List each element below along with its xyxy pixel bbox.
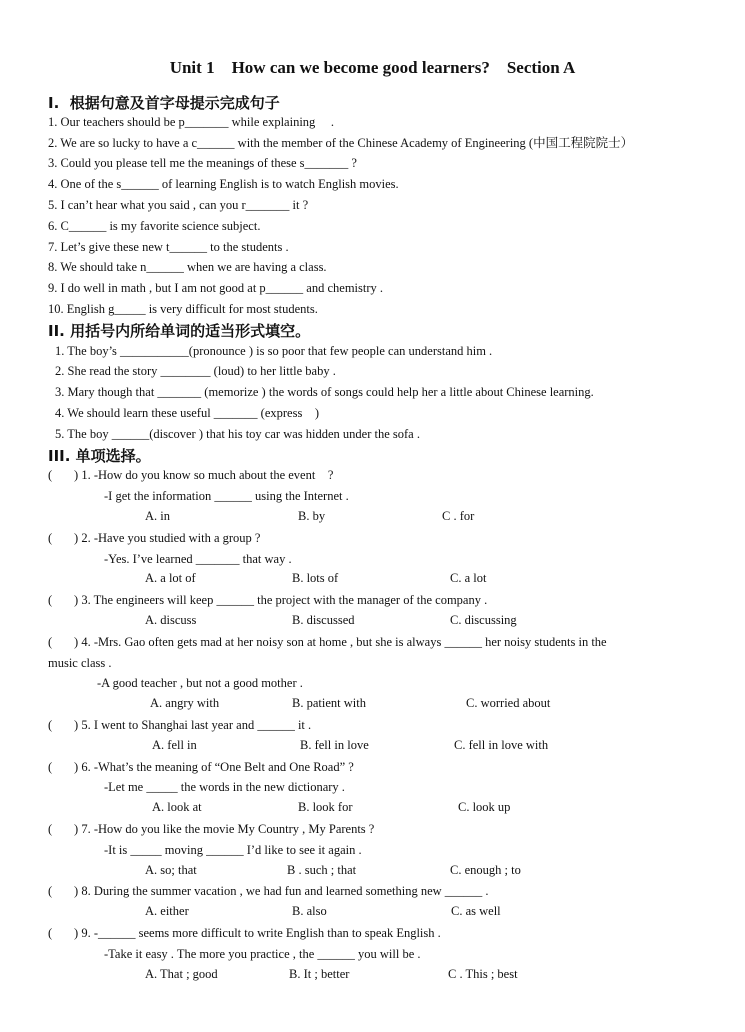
list-item: 6. C______ is my favorite science subject. [48,219,261,233]
question-8: ( ) 8. During the summer vacation , we had fun and learned something new ______ . [48,884,489,898]
q4-option-a: A. angry with [150,696,220,710]
q3-option-b: B. discussed [292,613,355,627]
q3-option-a: A. discuss [145,613,197,627]
question-7-answer: -It is _____ moving ______ I’d like to see it again . [104,843,362,857]
list-item: 4. We should learn these useful _______ (express ) [55,406,319,420]
q3-option-c: C. discussing [450,613,517,627]
q9-option-b: B. It ; better [289,967,350,981]
list-item: 1. Our teachers should be p_______ while explaining . [48,115,335,129]
question-6-answer: -Let me _____ the words in the new dictionary . [104,780,345,794]
question-5: ( ) 5. I went to Shanghai last year and ______ it . [48,718,312,732]
q5-option-b: B. fell in love [300,738,369,752]
q9-option-c: C . This ; best [448,967,518,981]
question-2: ( ) 2. -Have you studied with a group ? [48,531,261,545]
question-3: ( ) 3. The engineers will keep ______ the project with the manager of the company . [48,593,488,607]
q4-option-c: C. worried about [466,696,551,710]
list-item: 4. One of the s______ of learning English is to watch English movies. [48,177,399,191]
question-1-answer: -I get the information ______ using the Internet . [104,489,349,503]
question-1: ( ) 1. -How do you know so much about the event ? [48,468,334,482]
list-item: 5. I can’t hear what you said , can you r_______ it ? [48,198,309,212]
question-4: ( ) 4. -Mrs. Gao often gets mad at her noisy son at home , but she is always ______ her noisy students in the [48,635,607,649]
q6-option-b: B. look for [298,800,353,814]
question-9: ( ) 9. -______ seems more difficult to write English than to speak English . [48,926,441,940]
list-item: 3. Mary though that _______ (memorize ) the words of songs could help her a little about Chinese learning. [55,385,594,399]
page-title: Unit 1 How can we become good learners? Section A [169,58,576,77]
list-item: 1. The boy’s ___________(pronounce ) is so poor that few people can understand him . [55,344,493,358]
q5-option-c: C. fell in love with [454,738,549,752]
question-4-continued: music class . [48,656,112,670]
list-item: 2. We are so lucky to have a c______ with the member of the Chinese Academy of Engineering (中国工程院院士） [48,136,634,150]
q7-option-c: C. enough ; to [450,863,521,877]
list-item: 9. I do well in math , but I am not good at p______ and chemistry . [48,281,384,295]
list-item: 8. We should take n______ when we are having a class. [48,260,327,274]
list-item: 10. English g_____ is very difficult for most students. [48,302,318,316]
q8-option-a: A. either [145,904,189,918]
question-4-answer: -A good teacher , but not a good mother . [97,676,303,690]
list-item: 3. Could you please tell me the meanings of these s_______ ? [48,156,357,170]
q1-option-a: A. in [145,509,170,523]
q8-option-c: C. as well [451,904,501,918]
q2-option-a: A. a lot of [145,571,196,585]
q7-option-a: A. so; that [145,863,197,877]
q4-option-b: B. patient with [292,696,366,710]
q6-option-c: C. look up [458,800,511,814]
q1-option-c: C . for [442,509,475,523]
question-6: ( ) 6. -What’s the meaning of “One Belt and One Road” ? [48,760,354,774]
list-item: 7. Let’s give these new t______ to the students . [48,240,289,254]
q2-option-b: B. lots of [292,571,339,585]
section-2-heading: II. 用括号内所给单词的适当形式填空。 [48,322,311,340]
question-7: ( ) 7. -How do you like the movie My Country , My Parents ? [48,822,375,836]
list-item: 5. The boy ______(discover ) that his toy car was hidden under the sofa . [55,427,420,441]
q5-option-a: A. fell in [152,738,197,752]
q7-option-b: B . such ; that [287,863,357,877]
q6-option-a: A. look at [152,800,202,814]
section-3-heading: III. 单项选择。 [48,447,151,465]
q2-option-c: C. a lot [450,571,487,585]
section-1-heading: I. 根据句意及首字母提示完成句子 [48,94,280,112]
q8-option-b: B. also [292,904,327,918]
q9-option-a: A. That ; good [145,967,218,981]
question-2-answer: -Yes. I’ve learned _______ that way . [104,552,292,566]
q1-option-b: B. by [298,509,326,523]
list-item: 2. She read the story ________ (loud) to her little baby . [55,364,336,378]
question-9-answer: -Take it easy . The more you practice , the ______ you will be . [104,947,421,961]
